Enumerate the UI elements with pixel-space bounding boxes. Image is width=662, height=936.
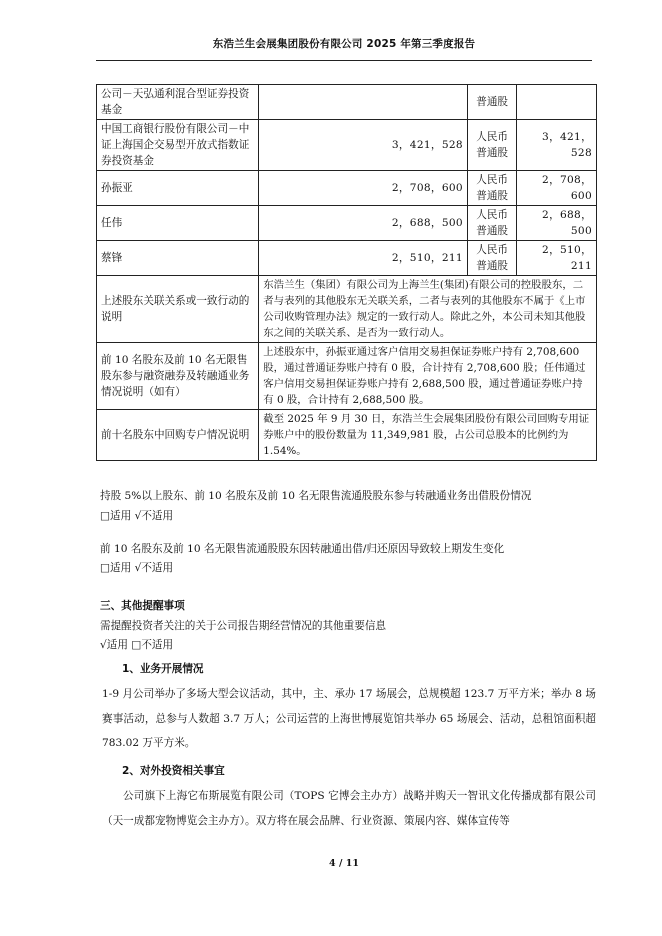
section-intro: 需提醒投资者关注的关于公司报告期经营情况的其他重要信息 bbox=[100, 620, 387, 632]
page-number: 4 / 11 bbox=[329, 858, 359, 869]
holder-shares: 2，510，211 bbox=[259, 241, 468, 276]
note-text: 截至 2025 年 9 月 30 日，东浩兰生会展集团股份有限公司回购专用证券账户中的股份数量为 11,349,981 股，占公司总股本的比例约为 1.54%。 bbox=[259, 410, 597, 461]
holder-name: 孙振亚 bbox=[97, 171, 259, 206]
note-label: 上述股东关联关系或一致行动的说明 bbox=[97, 276, 259, 343]
lending-title: 持股 5%以上股东、前 10 名股东及前 10 名无限售流通股股东参与转融通业务出借股份情况 bbox=[100, 490, 532, 502]
holder-name: 蔡锋 bbox=[97, 241, 259, 276]
share-amount: 2，688，500 bbox=[517, 206, 597, 241]
subsection-heading: 2、对外投资相关事宜 bbox=[122, 765, 225, 777]
report-header: 东浩兰生会展集团股份有限公司 2025 年第三季度报告 bbox=[212, 38, 476, 50]
holder-name: 中国工商银行股份有限公司－中证上海国企交易型开放式指数证券投资基金 bbox=[97, 120, 259, 171]
section-heading: 三、其他提醒事项 bbox=[100, 600, 185, 612]
table-row bbox=[97, 120, 597, 171]
share-amount bbox=[517, 85, 597, 120]
holder-shares: 2，688，500 bbox=[259, 206, 468, 241]
share-type: 人民币普通股 bbox=[467, 120, 516, 171]
change-choice: □适用 √不适用 bbox=[100, 562, 174, 574]
note-text: 上述股东中，孙振亚通过客户信用交易担保证券账户持有 2,708,600 股，通过普通证券账户持有 0 股，合计持有 2,708,600 股；任伟通过客户信用交易担保证券账户持有 2,688,500 股，通过普通证券账户持有 0 股，合计持有 2,688,500 股。 bbox=[259, 343, 597, 410]
share-type: 人民币普通股 bbox=[467, 206, 516, 241]
share-amount: 2，510，211 bbox=[517, 241, 597, 276]
lending-choice: □适用 √不适用 bbox=[100, 510, 174, 522]
investment-paragraph: 公司旗下上海它布斯展览有限公司（TOPS 它博会主办方）战略并购天一智讯文化传播成都有限公司（天一成都宠物博览会主办方）。双方将在展会品牌、行业资源、策展内容、媒体宣传等 bbox=[102, 790, 596, 827]
note-row bbox=[97, 276, 597, 343]
subsection-heading: 1、业务开展情况 bbox=[122, 663, 204, 675]
holder-shares: 3，421，528 bbox=[259, 120, 468, 171]
holder-name: 公司－天弘通利混合型证券投资基金 bbox=[97, 85, 259, 120]
holder-shares: 2，708，600 bbox=[259, 171, 468, 206]
share-amount: 2，708，600 bbox=[517, 171, 597, 206]
table-row bbox=[97, 85, 597, 120]
note-row bbox=[97, 410, 597, 461]
table-row bbox=[97, 241, 597, 276]
holder-shares bbox=[259, 85, 468, 120]
business-paragraph: 1-9 月公司举办了多场大型会议活动，其中，主、承办 17 场展会，总规模超 123.7 万平方米；举办 8 场赛事活动，总参与人数超 3.7 万人；公司运营的上海世博展览馆共举办 65 场展会、活动，总租馆面积超 783.02 万平方米。 bbox=[102, 688, 596, 749]
table-row bbox=[97, 206, 597, 241]
share-type: 人民币普通股 bbox=[467, 241, 516, 276]
change-title: 前 10 名股东及前 10 名无限售流通股股东因转融通出借/归还原因导致较上期发生变化 bbox=[100, 543, 505, 555]
header-rule bbox=[96, 60, 592, 61]
note-row bbox=[97, 343, 597, 410]
share-amount: 3，421，528 bbox=[517, 120, 597, 171]
holder-name: 任伟 bbox=[97, 206, 259, 241]
share-type: 普通股 bbox=[467, 85, 516, 120]
section-choice: √适用 □不适用 bbox=[100, 639, 174, 651]
note-label: 前 10 名股东及前 10 名无限售股东参与融资融券及转融通业务情况说明（如有） bbox=[97, 343, 259, 410]
shareholders-table bbox=[96, 84, 597, 461]
share-type: 人民币普通股 bbox=[467, 171, 516, 206]
note-label: 前十名股东中回购专户情况说明 bbox=[97, 410, 259, 461]
table-row bbox=[97, 171, 597, 206]
note-text: 东浩兰生（集团）有限公司为上海兰生(集团)有限公司的控股股东，二者与表列的其他股东无关联关系，二者与表列的其他股东不属于《上市公司收购管理办法》规定的一致行动人。除此之外，本公司未知其他股东之间的关联关系、是否为一致行动人。 bbox=[259, 276, 597, 343]
